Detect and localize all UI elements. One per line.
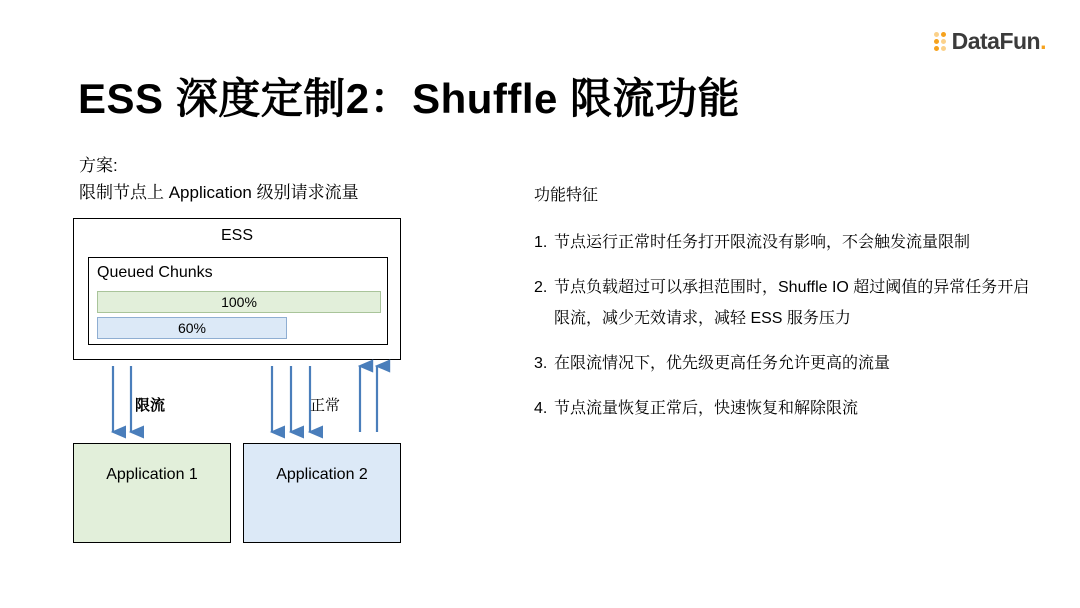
datafun-logo — [934, 28, 1046, 55]
feature-text: 节点运行正常时任务打开限流没有影响，不会触发流量限制 — [554, 234, 971, 251]
features-heading: 功能特征 — [534, 187, 599, 204]
feature-item — [534, 348, 1034, 379]
logo-dots-icon — [934, 32, 946, 51]
feature-number: 1. — [534, 234, 548, 251]
queued-chunks-label: Queued Chunks — [97, 264, 213, 281]
features-panel — [534, 182, 1034, 438]
feature-number: 2. — [534, 279, 548, 296]
feature-item — [534, 272, 1034, 334]
application-2-box: Application 2 — [243, 443, 401, 543]
feature-item — [534, 227, 1034, 258]
feature-text: 在限流情况下，优先级更高任务允许更高的流量 — [554, 355, 891, 372]
scheme-caption-line2: 限制节点上 Application 级别请求流量 — [79, 183, 359, 202]
ess-box-label: ESS — [220, 227, 253, 244]
page-title: ESS 深度定制2：Shuffle 限流功能 — [78, 75, 741, 122]
feature-text: 节点负载超过可以承担范围时，Shuffle IO 超过阈值的异常任务开启限流，减少无效请求，减轻 ESS 服务压力 — [554, 279, 1030, 327]
application-1-box: Application 1 — [73, 443, 231, 543]
feature-item — [534, 393, 1034, 424]
ess-box — [73, 218, 401, 360]
bar-100-percent: 100% — [97, 291, 381, 313]
bar-60-percent: 60% — [97, 317, 287, 339]
arrow-label-throttle: 限流 — [135, 397, 166, 414]
logo-text — [952, 28, 1046, 55]
logo-text-accent: . — [1040, 28, 1046, 54]
feature-number: 4. — [534, 400, 548, 417]
feature-number: 3. — [534, 355, 548, 372]
scheme-caption-line1: 方案: — [79, 156, 118, 175]
feature-text: 节点流量恢复正常后，快速恢复和解除限流 — [554, 400, 859, 417]
arrow-label-normal: 正常 — [310, 397, 341, 414]
queued-chunks-box — [88, 257, 388, 345]
scheme-caption — [79, 152, 359, 206]
logo-text-main: DataFun — [951, 28, 1041, 54]
